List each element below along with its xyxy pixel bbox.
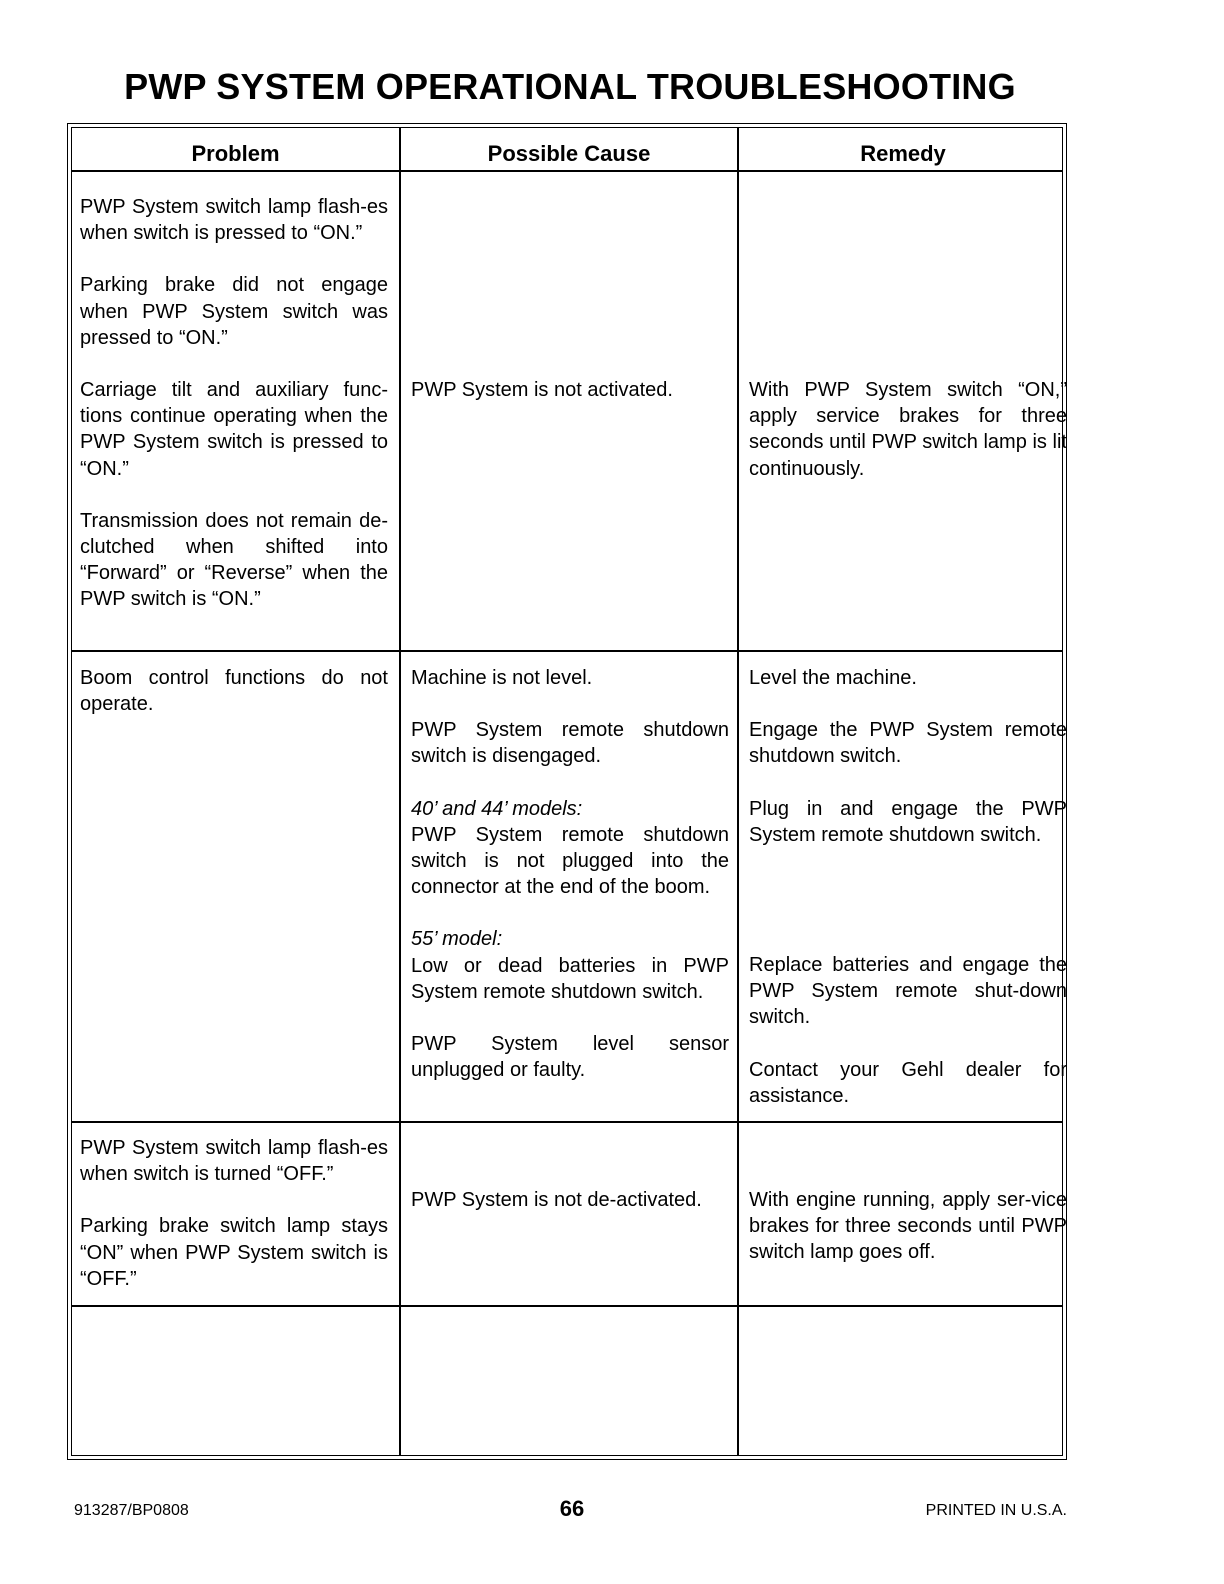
row-divider: [72, 650, 1062, 652]
row2-cause-cell: [411, 665, 729, 1083]
column-divider: [737, 128, 739, 1455]
remedy-text: Replace batteries and engage the PWP System remote shut-down switch.: [749, 954, 1067, 1029]
header-possible-cause: Possible Cause: [487, 141, 651, 166]
problem-text: Parking brake switch lamp stays “ON” when PWP System switch is “OFF.”: [80, 1215, 388, 1290]
remedy-text: With engine running, apply ser-vice brakes for three seconds until PWP switch lamp goes off.: [749, 1189, 1067, 1264]
model-label: 40’ and 44’ models:: [411, 797, 583, 820]
problem-text: PWP System switch lamp flash-es when switch is turned “OFF.”: [80, 1137, 388, 1186]
problem-text: Boom control functions do not operate.: [80, 667, 388, 716]
row2-remedy-cell: [749, 665, 1067, 1109]
cause-text: PWP System is not de-activated.: [411, 1189, 702, 1211]
remedy-text: With PWP System switch “ON,” apply service brakes for three seconds until PWP switch lamp is lit continuously.: [749, 379, 1067, 480]
page-title: PWP SYSTEM OPERATIONAL TROUBLESHOOTING: [124, 66, 1016, 107]
document-number: 913287/BP0808: [74, 1502, 189, 1519]
model-label: 55’ model:: [411, 928, 503, 951]
cause-item-55: [411, 926, 729, 1005]
row1-remedy-cell: [749, 377, 1067, 482]
troubleshooting-table: [67, 123, 1067, 1460]
cause-text: Machine is not level.: [411, 667, 593, 689]
row3-cause-cell: [411, 1187, 729, 1213]
row-divider: [72, 1121, 1062, 1123]
row-divider: [72, 1305, 1062, 1307]
cause-text: PWP System is not activated.: [411, 379, 673, 401]
row3-problem-cell: [80, 1135, 388, 1292]
cause-text: PWP System remote shutdown switch is disengaged.: [411, 719, 729, 768]
remedy-text: Contact your Gehl dealer for assistance.: [749, 1058, 1067, 1107]
problem-text: Parking brake did not engage when PWP System switch was pressed to “ON.”: [80, 274, 388, 349]
row-divider: [72, 170, 1062, 172]
column-divider: [399, 128, 401, 1455]
problem-text: Carriage tilt and auxiliary func-tions continue operating when the PWP System switch is pressed to “ON.”: [80, 379, 388, 480]
row1-problem-cell: [80, 194, 388, 613]
header-remedy: Remedy: [860, 141, 946, 166]
page-number: 66: [559, 1496, 585, 1521]
cause-text: Low or dead batteries in PWP System remote shutdown switch.: [411, 954, 729, 1003]
row3-remedy-cell: [749, 1187, 1067, 1266]
cause-text: PWP System remote shutdown switch is not plugged into the connector at the end of the boom.: [411, 823, 729, 899]
problem-text: Transmission does not remain de-clutched when shifted into “Forward” or “Reverse” when the PWP switch is “ON.”: [80, 509, 388, 611]
remedy-text: Engage the PWP System remote shutdown switch.: [749, 719, 1067, 768]
printed-note: PRINTED IN U.S.A.: [925, 1502, 1067, 1519]
row2-problem-cell: [80, 665, 388, 717]
row1-cause-cell: [411, 377, 729, 403]
cause-text: PWP System level sensor unplugged or faulty.: [411, 1033, 729, 1082]
remedy-text: Plug in and engage the PWP System remote shutdown switch.: [749, 797, 1067, 846]
problem-text: PWP System switch lamp flash-es when switch is pressed to “ON.”: [80, 196, 388, 245]
table-inner-frame: [71, 127, 1067, 1456]
remedy-text: Level the machine.: [749, 667, 917, 689]
header-problem: Problem: [191, 141, 280, 166]
cause-item-40-44: [411, 796, 729, 901]
